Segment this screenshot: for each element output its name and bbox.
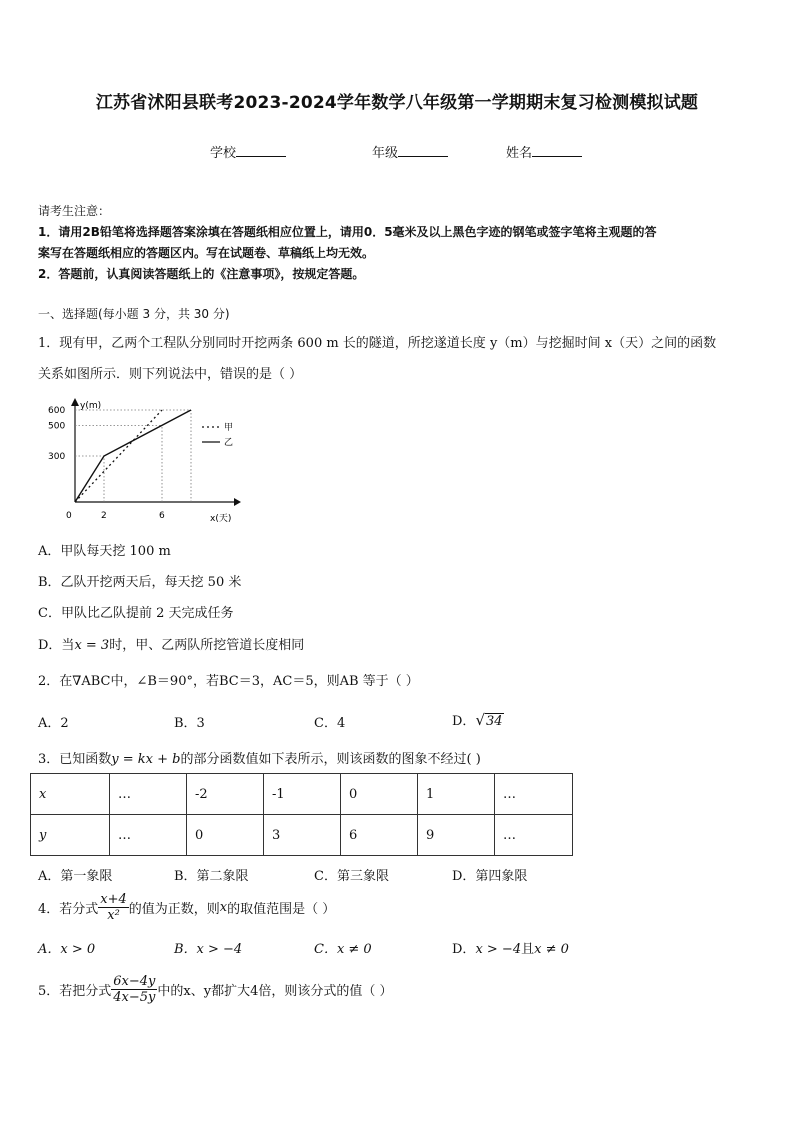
notice-heading: 请考生注意： [38,204,111,218]
q2-option-a[interactable]: A．2 [38,716,69,731]
chart-ticks [48,406,165,521]
q3-option-d[interactable]: D．第四象限 [452,869,528,884]
chart-guides [75,410,191,502]
x-axis-label: x(天) [210,514,232,524]
x-tick-label: 0 [66,511,72,521]
q4-option-b[interactable]: B．x > −4 [174,942,243,957]
q2-option-c[interactable]: C．4 [314,716,346,731]
legend-label-jia: 甲 [224,423,234,433]
section-heading: 一、选择题(每小题 3 分，共 30 分) [38,307,230,321]
exam-title: 江苏省沭阳县联考2023-2024学年数学八年级第一学期期末复习检测模拟试题 [95,93,699,113]
q3-option-c[interactable]: C．第三象限 [314,869,389,884]
school-field: 学校 [210,142,286,161]
q1-option-a[interactable]: A．甲队每天挖 100 m [38,544,171,559]
notice-item-1: 1．请用2B铅笔将选择题答案涂填在答题纸相应位置上，请用0．5毫米及以上黑色字迹的钢笔或签字笔将主观题的答 [38,225,657,239]
x-tick-label: 6 [159,511,165,521]
q5-fraction: $\frac{6x-4y}{4x-5y}$ [113,974,156,1005]
q3-value-table [30,773,573,856]
notice-item-2: 2．答题前，认真阅读答题纸上的《注意事项》，按规定答题。 [38,267,365,281]
name-field: 姓名 [506,142,582,161]
notice-item-1b: 案写在答题纸相应的答题区内。写在试题卷、草稿纸上均无效。 [38,246,375,260]
table-row: y … 0 3 6 9 … [31,815,573,856]
q1-option-b[interactable]: B．乙队开挖两天后，每天挖 50 米 [38,575,242,590]
q2-stem: 2．在∇ABC中，∠B＝90°，若BC＝3，AC＝5，则AB 等于（ ） [38,674,419,689]
y-tick-label: 600 [48,406,66,417]
q3-stem: 3．已知函数y = kx + b的部分函数值如下表所示，则该函数的图象不经过( ) [38,752,481,767]
q4-option-c[interactable]: C．x ≠ 0 [314,942,372,957]
q1-stem-line2: 关系如图所示．则下列说法中，错误的是（ ） [38,367,303,382]
series-line-yi [75,410,191,502]
x-axis-arrow [234,498,241,506]
y-axis-arrow [71,398,79,406]
q2-option-d[interactable]: D．√34 [452,711,503,729]
q1-chart [44,394,244,524]
q1-option-d[interactable]: D．当x = 3时，甲、乙两队所挖管道长度相同 [38,638,305,653]
sqrt-sign: √ [475,711,485,729]
q3-option-b[interactable]: B．第二象限 [174,869,249,884]
q4-stem: 4．若分式 $\frac{x+4}{\text{x²}}$ 的值为正数，则 x 的取值范围是（ ） [38,892,336,923]
table-row: x … -2 -1 0 1 … [31,774,573,815]
y-tick-label: 300 [48,452,66,463]
chart-series [75,410,191,502]
q4-fraction: $\frac{x+4}{\text{x²}}$ [100,892,127,923]
q4-option-d[interactable]: D．x > −4且x ≠ 0 [452,942,569,957]
q1-stem-line1: 1．现有甲，乙两个工程队分别同时开挖两条 600 m 长的隧道，所挖遂道长度 y（m）与挖掘时间 x（天）之间的函数 [38,336,717,351]
legend-label-yi: 乙 [224,438,234,448]
grade-field: 年级 [372,142,448,161]
q2-option-b[interactable]: B．3 [174,716,205,731]
y-axis-label: y(m) [80,401,102,411]
q5-stem: 5．若把分式 $\frac{6x-4y}{4x-5y}$ 中的x、y都扩大4倍，则该分式的值（ ） [38,974,393,1005]
x-tick-label: 2 [101,511,107,521]
q4-option-a[interactable]: A．x > 0 [38,942,96,957]
y-tick-label: 500 [48,421,66,432]
q3-option-a[interactable]: A．第一象限 [38,869,113,884]
q1-option-c[interactable]: C．甲队比乙队提前 2 天完成任务 [38,606,234,621]
series-line-jia [75,410,162,502]
